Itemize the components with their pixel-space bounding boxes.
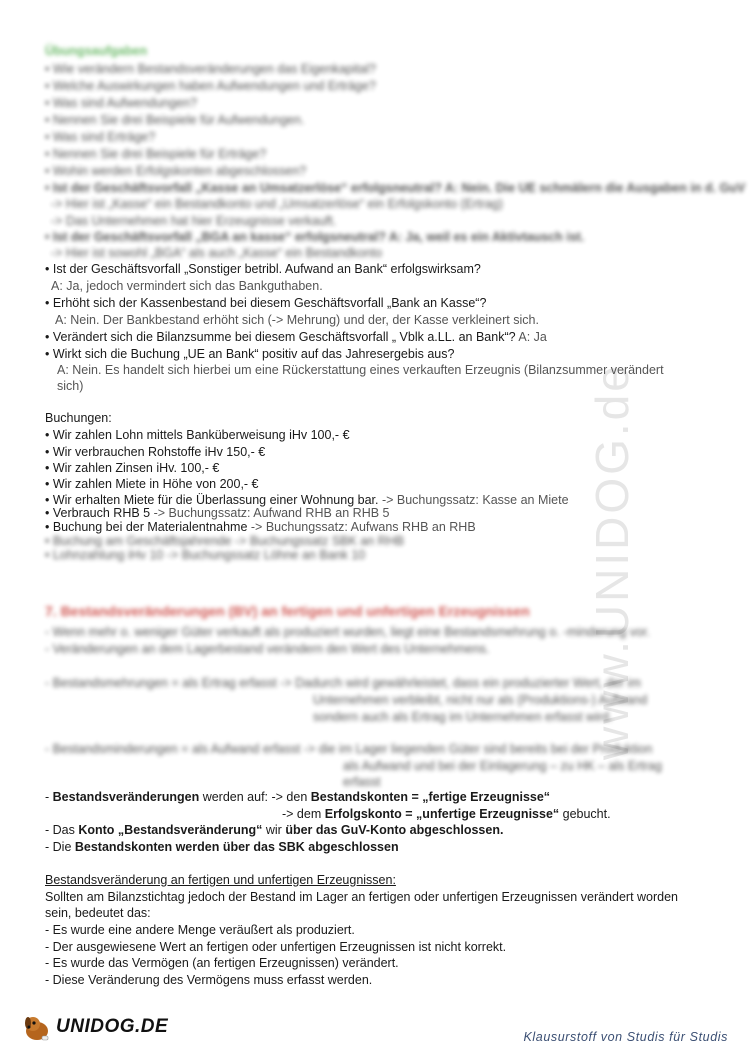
question-1: • Ist der Geschäftsvorfall „Sonstiger betribl. Aufwand an Bank“ erfolgswirksam? <box>45 262 481 276</box>
question-4: • Wirkt sich die Buchung „UE an Bank“ positiv auf das Jahresergebis aus? <box>45 347 455 361</box>
bv-line: - Bestandsveränderungen werden auf: -> den Bestandskonten = „fertige Erzeugnisse“ <box>45 790 551 804</box>
changes-item: - Diese Veränderung des Vermögens muss erfasst werden. <box>45 973 373 987</box>
logo-text: UNIDOG.DE <box>56 1016 169 1037</box>
exercise-blurred-line: -> Hier ist sowohl „BGA“ als auch „Kasse“ ein Bestandkonto <box>51 246 383 260</box>
booking-rent: • Wir erhalten Miete für die Überlassung einer Wohnung bar. -> Buchungssatz: Kasse an Miete <box>45 493 569 507</box>
answer-2: A: Nein. Der Bankbestand erhöht sich (-> Mehrung) und der, der Kasse verkleinert sich. <box>55 313 539 327</box>
bv-line-2: -> dem Erfolgskonto = „unfertige Erzeugnisse“ gebucht. <box>282 807 611 821</box>
booking-blurred: • Lohnzahlung iHv 10 -> Buchungssatz Löhne an Bank 10 <box>45 548 366 562</box>
booking-blurred: • Buchung am Geschäftsjahrende -> Buchungssatz SBK an RHB <box>45 534 405 548</box>
exercise-blurred-line: • Welche Auswirkungen haben Aufwendungen und Erträge? <box>45 79 376 93</box>
sbk-line: - Die Bestandskonten werden über das SBK abgeschlossen <box>45 840 399 854</box>
answer-1: A: Ja, jedoch vermindert sich das Bankguthaben. <box>51 279 323 293</box>
section-7-blurred: sondern auch als Ertrag im Unternehmen erfasst wird. <box>313 710 613 724</box>
exercise-blurred-line: • Wie verändern Bestandsveränderungen das Eigenkapital? <box>45 62 376 76</box>
section-7-blurred: - Bestandsminderungen = als Aufwand erfasst -> die im Lager liegenden Güter sind bereits bei der Produktion <box>45 742 653 756</box>
answer-4-line-1: A: Nein. Es handelt sich hierbei um eine Rückerstattung eines verkauften Erzeugnis (Bilanzsummer verändert <box>57 363 664 377</box>
booking-item: • Wir zahlen Lohn mittels Banküberweisung iHv 100,- € <box>45 428 350 442</box>
changes-item: - Der ausgewiesene Wert an fertigen oder unfertigen Erzeugnissen ist nicht korrekt. <box>45 940 507 954</box>
changes-item: - Es wurde eine andere Menge veräußert als produziert. <box>45 923 355 937</box>
exercise-blurred-line: • Wohin werden Erfolgskonten abgeschlossen? <box>45 164 307 178</box>
question-2: • Erhöht sich der Kassenbestand bei diesem Geschäftsvorfall „Bank an Kasse“? <box>45 296 487 310</box>
dog-icon <box>22 1012 52 1042</box>
section-7-blurred: - Bestandsmehrungen = als Ertrag erfasst -> Dadurch wird gewährleistet, dass ein produzierter Wert, der im <box>45 676 641 690</box>
changes-item: - Es wurde das Vermögen (an fertigen Erzeugnissen) verändert. <box>45 956 399 970</box>
section-7-blurred: Unternehmen verbleibt, nicht nur als (Produktions-) Aufwand <box>313 693 648 707</box>
exercise-blurred-line: • Nennen Sie drei Beispiele für Erträge? <box>45 147 267 161</box>
exercise-blurred-line: • Nennen Sie drei Beispiele für Aufwendungen. <box>45 113 305 127</box>
section-7-blurred: als Aufwand und bei der Einlagerung – zu HK – als Ertrag <box>343 759 662 773</box>
changes-heading: Bestandsveränderung an fertigen und unfertigen Erzeugnissen: <box>45 873 396 887</box>
section-7-blurred: - Veränderungen an dem Lagerbestand verändern den Wert des Unternehmens. <box>45 642 490 656</box>
booking-item: • Wir verbrauchen Rohstoffe iHv 150,- € <box>45 445 266 459</box>
footer-tagline: Klausurstoff von Studis für Studis <box>523 1030 728 1044</box>
booking-item: • Wir zahlen Miete in Höhe von 200,- € <box>45 477 259 491</box>
section-7-blurred: - Wenn mehr o. weniger Güter verkauft als produziert wurden, liegt eine Bestandsmehrung o. -minderung vor. <box>45 625 650 639</box>
exercise-blurred-line: • Ist der Geschäftsvorfall „BGA an kasse“ erfolgsneutral? A: Ja, weil es ein Aktivtausch ist. <box>45 230 585 244</box>
exercise-blurred-line: • Ist der Geschäftsvorfall „Kasse an Umsatzerlöse“ erfolgsneutral? A: Nein. Die UE schmälern die Ausgaben in d. GuV <box>45 181 746 195</box>
booking-material: • Buchung bei der Materialentnahme -> Buchungssatz: Aufwans RHB an RHB <box>45 520 476 534</box>
question-3: • Verändert sich die Bilanzsumme bei diesem Geschäftsvorfall „ Vblk a.LL. an Bank“? A: Ja <box>45 330 547 344</box>
booking-rhb: • Verbrauch RHB 5 -> Buchungssatz: Aufwand RHB an RHB 5 <box>45 506 390 520</box>
booking-item: • Wir zahlen Zinsen iHv. 100,- € <box>45 461 220 475</box>
watermark: www.UNIDOG.de <box>586 363 638 760</box>
konto-line: - Das Konto „Bestandsveränderung“ wir über das GuV-Konto abgeschlossen. <box>45 823 504 837</box>
answer-4-line-2: sich) <box>57 379 84 393</box>
unidog-logo[interactable] <box>22 1012 168 1042</box>
changes-intro-2: sein, bedeutet das: <box>45 906 151 920</box>
exercises-heading: Übungsaufgaben <box>45 44 148 58</box>
exercise-blurred-line: • Was sind Erträge? <box>45 130 156 144</box>
exercise-blurred-line: • Was sind Aufwendungen? <box>45 96 197 110</box>
section-7-blurred: erfasst <box>343 775 381 789</box>
section-7-heading: 7. Bestandsveränderungen (BV) an fertigen und unfertigen Erzeugnissen <box>45 603 530 619</box>
exercise-blurred-line: -> Hier ist „Kasse“ ein Bestandkonto und „Umsatzerlöse“ ein Erfolgskonto (Ertrag) <box>51 197 503 211</box>
bookings-heading: Buchungen: <box>45 411 112 425</box>
changes-intro-1: Sollten am Bilanzstichtag jedoch der Bestand im Lager an fertigen oder unfertigen Erzeugnissen verändert worden <box>45 890 679 904</box>
exercise-blurred-line: -> Das Unternehmen hat hier Erzeugnisse verkauft. <box>51 214 337 228</box>
